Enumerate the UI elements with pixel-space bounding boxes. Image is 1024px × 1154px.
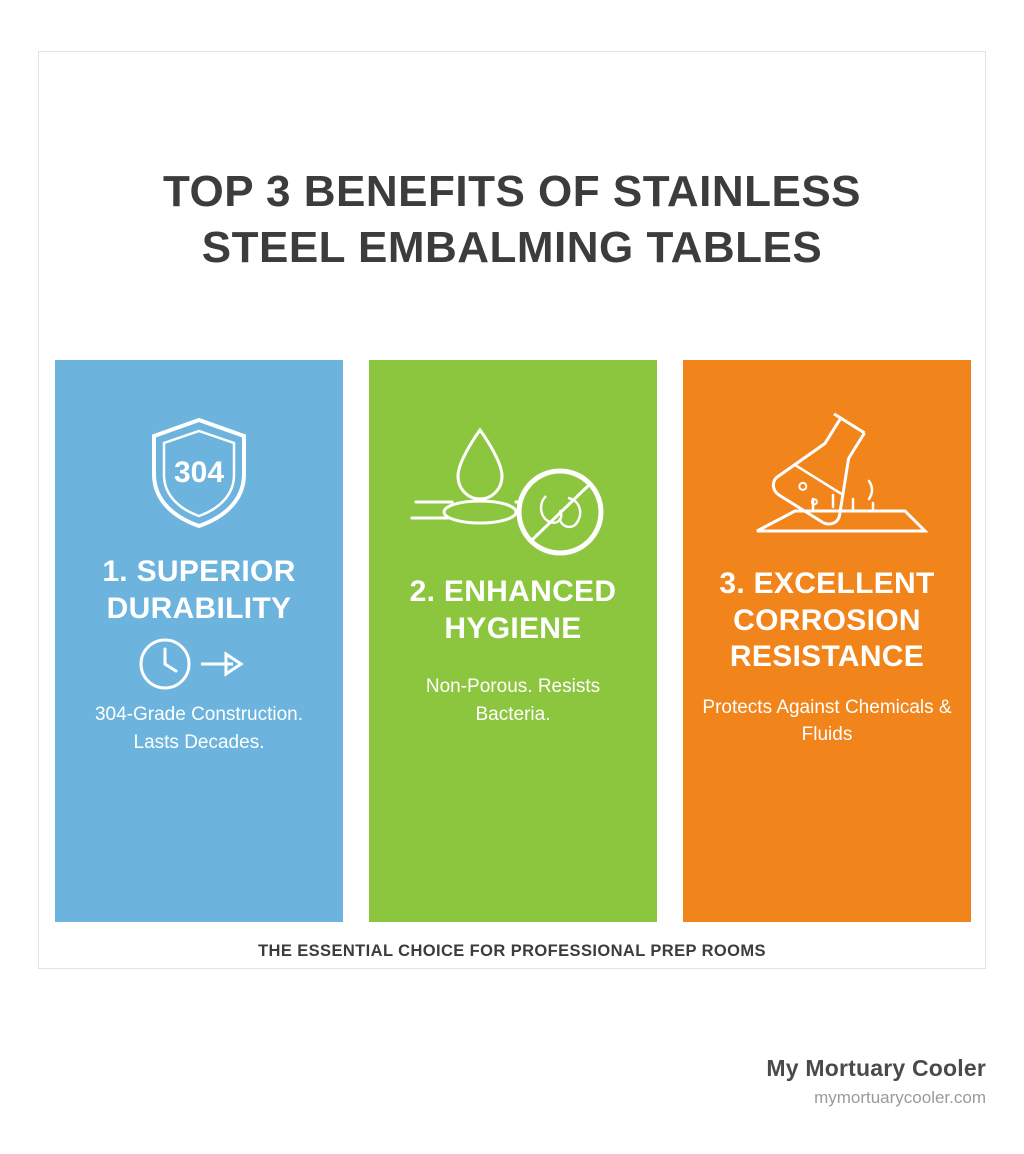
- infographic-card: [38, 51, 986, 969]
- benefit-subtext: 304-Grade Construction. Lasts Decades.: [94, 704, 304, 753]
- flask-pouring-on-surface-icon: [717, 398, 937, 566]
- benefit-subtext: Protects Against Chemicals & Fluids: [702, 696, 952, 746]
- brand-name: My Mortuary Cooler: [766, 1055, 986, 1081]
- shield-304-icon: [144, 398, 254, 548]
- benefit-heading: 3. EXCELLENT CORROSION RESISTANCE: [719, 567, 935, 674]
- benefit-heading: 2. ENHANCED HYGIENE: [409, 575, 617, 645]
- clock-arrow-icon: [129, 627, 269, 701]
- page-title: TOP 3 BENEFITS OF STAINLESS STEEL EMBALMING TABLES: [162, 167, 862, 273]
- brand-url: mymortuarycooler.com: [814, 1088, 986, 1107]
- benefit-columns: [55, 360, 971, 922]
- brand-block: [486, 1055, 986, 1108]
- benefit-subtext: Non-Porous. Resists Bacteria.: [425, 676, 601, 725]
- shield-badge-number: 304: [173, 456, 225, 489]
- benefit-column-durability: [55, 360, 343, 922]
- benefit-column-corrosion: [683, 360, 971, 922]
- benefit-heading: 1. SUPERIOR DURABILITY: [102, 555, 296, 625]
- footer-tagline: THE ESSENTIAL CHOICE FOR PROFESSIONAL PREP ROOMS: [258, 942, 766, 960]
- benefit-column-hygiene: [369, 360, 657, 922]
- droplet-surface-no-bacteria-icon: [408, 398, 618, 574]
